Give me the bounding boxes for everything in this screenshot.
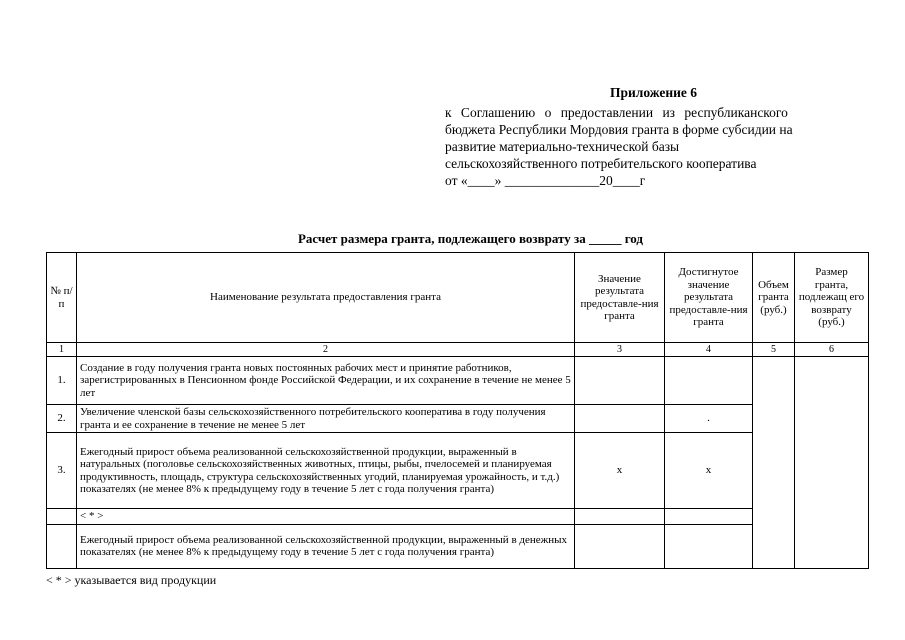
row-achieved <box>665 357 753 405</box>
appendix-line-2: бюджета Республики Мордовия гранта в форме субсидии на <box>445 122 793 137</box>
table-row <box>47 405 869 433</box>
row-value <box>575 509 665 525</box>
col-number: 4 <box>665 343 753 357</box>
table-row <box>47 433 869 509</box>
appendix-title: Приложение 6 <box>610 85 698 100</box>
table-header-row <box>47 253 869 343</box>
document-title-text: Расчет размера гранта, подлежащего возврату за _____ год <box>297 231 644 246</box>
appendix-line-1: к Соглашению о предоставлении из республиканского <box>445 105 788 120</box>
grant-volume-cell <box>753 357 795 569</box>
header-num: № п/п <box>47 253 77 343</box>
col-number: 6 <box>795 343 869 357</box>
row-num <box>47 509 77 525</box>
table-row <box>47 357 869 405</box>
row-name: Создание в году получения гранта новых постоянных рабочих мест и принятие работников, зарегистрированных в Пенсионном фонде Российской Федерации, и их сохранение в течение не менее 5 лет <box>77 357 575 405</box>
col-number: 2 <box>77 343 575 357</box>
header-refund: Размер гранта, подлежащ его возврату (руб.) <box>795 253 869 343</box>
row-name: < * > <box>77 509 575 525</box>
row-num: 3. <box>47 433 77 509</box>
grant-refund-table <box>46 252 869 569</box>
row-achieved: . <box>665 405 753 433</box>
header-achieved: Достигнутое значение результата предоставле-ния гранта <box>665 253 753 343</box>
table-row <box>47 524 869 568</box>
appendix-line-3: развитие материально-технической базы <box>445 139 680 154</box>
appendix-line-4: сельскохозяйственного потребительского кооператива <box>445 156 757 171</box>
row-value: х <box>575 433 665 509</box>
header-volume: Объем гранта (руб.) <box>753 253 795 343</box>
row-value <box>575 524 665 568</box>
document-title <box>0 231 905 247</box>
col-number: 3 <box>575 343 665 357</box>
row-value <box>575 405 665 433</box>
row-achieved <box>665 509 753 525</box>
row-num: 1. <box>47 357 77 405</box>
col-number: 1 <box>47 343 77 357</box>
table-row <box>47 509 869 525</box>
row-achieved: х <box>665 433 753 509</box>
appendix-line-5: от «____» ______________20____г <box>445 173 646 188</box>
header-name: Наименование результата предоставления гранта <box>77 253 575 343</box>
row-name: Увеличение членской базы сельскохозяйственного потребительского кооператива в году получения гранта и ее сохранение в течение не менее 5 лет <box>77 405 575 433</box>
grant-refund-cell <box>795 357 869 569</box>
header-value: Значение результата предоставле-ния гранта <box>575 253 665 343</box>
row-num: 2. <box>47 405 77 433</box>
row-achieved <box>665 524 753 568</box>
footnote: < * > указывается вид продукции <box>46 573 217 587</box>
row-name: Ежегодный прирост объема реализованной сельскохозяйственной продукции, выраженный в натуральных (поголовье сельскохозяйственных животных, птицы, рыбы, пчелосемей и планируемая продуктивность, площадь, структура сельскохозяйственных угодий, планируемая урожайность, и т.д.) показателях (не менее 8% к предыдущему году в течение 5 лет с года получения гранта) <box>77 433 575 509</box>
col-number: 5 <box>753 343 795 357</box>
row-name: Ежегодный прирост объема реализованной сельскохозяйственной продукции, выраженный в денежных показателях (не менее 8% к предыдущему году в течение 5 лет с года получения гранта) <box>77 524 575 568</box>
row-num <box>47 524 77 568</box>
column-number-row <box>47 343 869 357</box>
appendix-header <box>445 84 865 189</box>
row-value <box>575 357 665 405</box>
